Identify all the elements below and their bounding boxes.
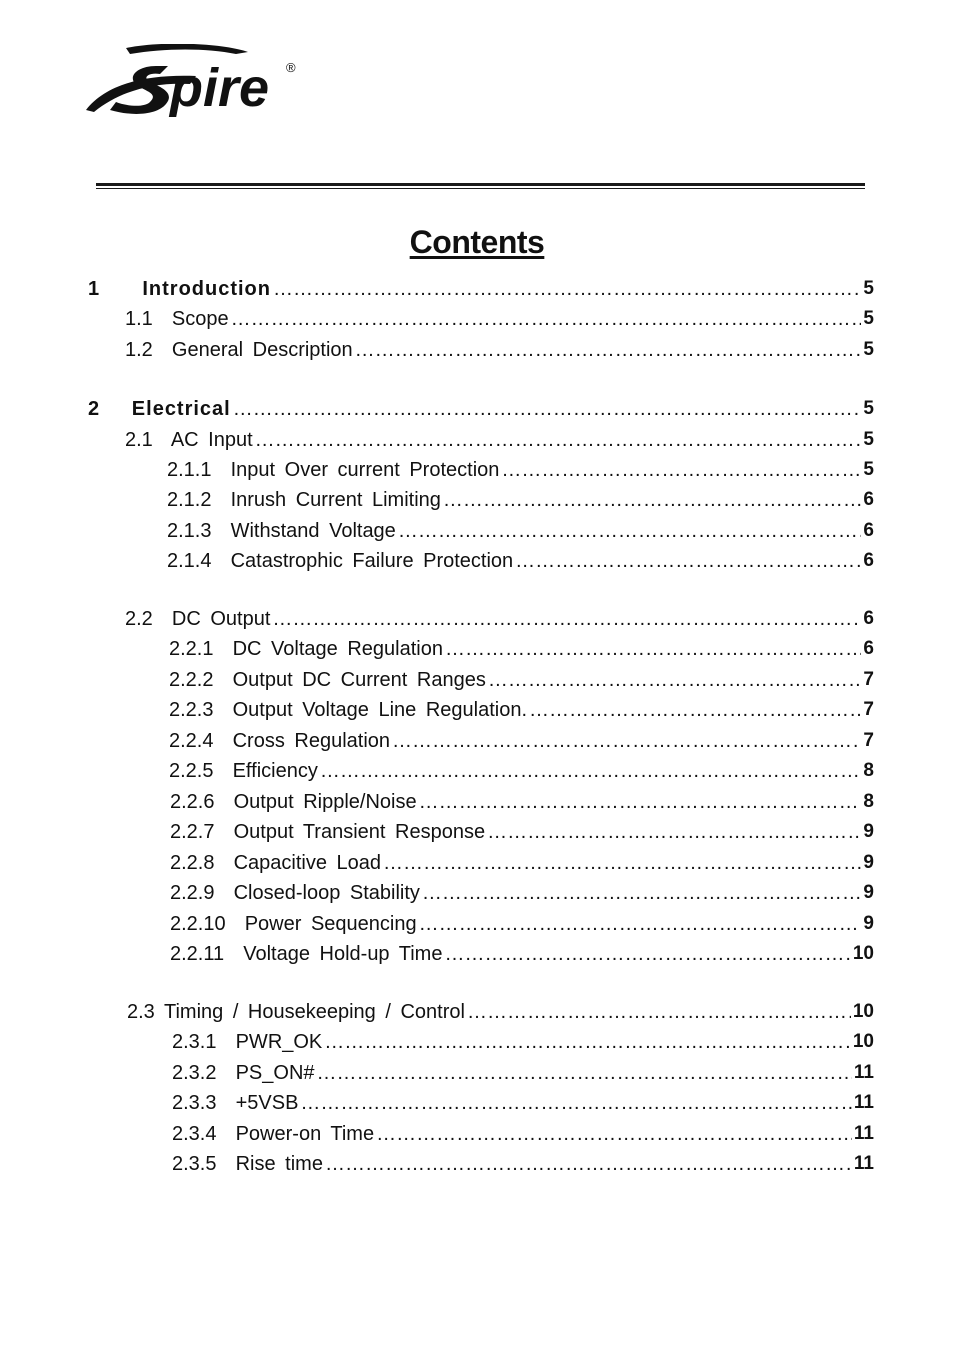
toc-page-number: 10 xyxy=(852,1001,874,1022)
toc-dot-leader xyxy=(317,1061,852,1085)
toc-page-number: 7 xyxy=(863,669,874,690)
toc-entry-label: 2.3.3 +5VSB xyxy=(172,1092,299,1114)
toc-entry[interactable] xyxy=(88,277,874,301)
toc-dot-leader xyxy=(529,698,861,722)
toc-page-number: 8 xyxy=(863,760,874,781)
toc-dot-leader xyxy=(444,942,850,966)
toc-entry-label: 2.2.9 Closed-loop Stability xyxy=(170,882,420,904)
header-rule-thick xyxy=(96,183,865,186)
header-rule-thin xyxy=(96,188,865,189)
toc-dot-leader xyxy=(273,277,861,301)
toc-dot-leader xyxy=(487,820,861,844)
toc-dot-leader xyxy=(255,428,862,452)
toc-entry[interactable] xyxy=(167,519,874,543)
toc-dot-leader xyxy=(398,519,862,543)
toc-page-number: 9 xyxy=(863,913,874,934)
toc-entry-label: 1 Introduction xyxy=(88,278,271,300)
toc-entry-label: 2.2.7 Output Transient Response xyxy=(170,821,486,843)
toc-entry-label: 2.3.5 Rise time xyxy=(172,1153,323,1175)
toc-entry-label: 1.2 General Description xyxy=(125,339,353,361)
toc-page-number: 10 xyxy=(852,943,874,964)
spire-logo xyxy=(86,44,300,130)
toc-entry[interactable] xyxy=(170,820,874,844)
toc-page-number: 5 xyxy=(863,429,874,450)
toc-entry-label: 2.2.6 Output Ripple/Noise xyxy=(170,791,417,813)
toc-entry[interactable] xyxy=(167,458,874,482)
toc-entry[interactable] xyxy=(170,790,874,814)
toc-entry[interactable] xyxy=(170,942,874,966)
page-title: Contents xyxy=(409,224,545,260)
toc-entry-label: 2.2.8 Capacitive Load xyxy=(170,852,382,874)
toc-page-number: 11 xyxy=(853,1062,874,1083)
toc-entry[interactable] xyxy=(170,851,874,875)
toc-page-number: 6 xyxy=(863,550,874,571)
toc-dot-leader xyxy=(324,1030,851,1054)
toc-entry[interactable] xyxy=(125,428,874,452)
toc-page-number: 11 xyxy=(853,1153,874,1174)
toc-entry-label: 2.1.1 Input Over current Protection xyxy=(167,459,500,481)
toc-entry-label: 2.2 DC Output xyxy=(125,608,271,630)
toc-page-number: 8 xyxy=(863,791,874,812)
toc-page-number: 11 xyxy=(853,1092,874,1113)
toc-entry[interactable] xyxy=(169,668,874,692)
registered-mark: ® xyxy=(286,60,296,75)
toc-dot-leader xyxy=(231,307,862,331)
toc-entry[interactable] xyxy=(88,397,874,421)
toc-entry[interactable] xyxy=(172,1091,874,1115)
toc-dot-leader xyxy=(501,458,861,482)
toc-dot-leader xyxy=(320,759,862,783)
toc-page-number: 6 xyxy=(863,489,874,510)
toc-entry[interactable] xyxy=(170,912,874,936)
toc-entry-label: 2.2.1 DC Voltage Regulation xyxy=(169,638,443,660)
toc-entry-label: 2.1 AC Input xyxy=(125,429,253,451)
toc-page-number: 6 xyxy=(863,638,874,659)
toc-entry[interactable] xyxy=(167,549,874,573)
toc-entry-label: 2.1.2 Inrush Current Limiting xyxy=(167,489,441,511)
toc-entry-label: 2.3.2 PS_ON# xyxy=(172,1062,315,1084)
toc-entry[interactable] xyxy=(169,698,874,722)
toc-entry-label: 2.2.5 Efficiency xyxy=(169,760,318,782)
toc-page-number: 6 xyxy=(863,520,874,541)
toc-page-number: 9 xyxy=(863,882,874,903)
toc-dot-leader xyxy=(422,881,862,905)
toc-page-number: 7 xyxy=(863,699,874,720)
toc-entry[interactable] xyxy=(169,637,874,661)
toc-entry[interactable] xyxy=(125,338,874,362)
toc-dot-leader xyxy=(325,1152,852,1176)
toc-page-number: 9 xyxy=(863,821,874,842)
toc-entry-label: 2.3.4 Power-on Time xyxy=(172,1123,375,1145)
toc-page-number: 5 xyxy=(863,398,874,419)
toc-entry[interactable] xyxy=(170,881,874,905)
toc-entry-label: 2 Electrical xyxy=(88,398,231,420)
toc-entry-label: 2.3 Timing / Housekeeping / Control xyxy=(127,1001,465,1023)
toc-dot-leader xyxy=(419,912,862,936)
toc-entry[interactable] xyxy=(125,607,874,631)
toc-page-number: 11 xyxy=(853,1123,874,1144)
toc-entry[interactable] xyxy=(125,307,874,331)
toc-page-number: 9 xyxy=(863,852,874,873)
toc-dot-leader xyxy=(300,1091,851,1115)
toc-page-number: 5 xyxy=(863,459,874,480)
toc-dot-leader xyxy=(233,397,862,421)
toc-dot-leader xyxy=(488,668,862,692)
toc-dot-leader xyxy=(515,549,861,573)
toc-entry[interactable] xyxy=(172,1061,874,1085)
toc-entry[interactable] xyxy=(172,1152,874,1176)
toc-entry-label: 1.1 Scope xyxy=(125,308,229,330)
toc-dot-leader xyxy=(419,790,862,814)
toc-page-number: 10 xyxy=(852,1031,874,1052)
toc-dot-leader xyxy=(355,338,862,362)
toc-entry-label: 2.2.4 Cross Regulation xyxy=(169,730,391,752)
toc-entry-label: 2.1.4 Catastrophic Failure Protection xyxy=(167,550,514,572)
toc-dot-leader xyxy=(383,851,861,875)
toc-page-number: 5 xyxy=(863,278,874,299)
toc-entry-label: 2.2.10 Power Sequencing xyxy=(170,913,417,935)
toc-entry[interactable] xyxy=(169,759,874,783)
toc-page-number: 7 xyxy=(863,730,874,751)
toc-entry[interactable] xyxy=(127,1000,874,1024)
toc-entry-label: 2.2.11 Voltage Hold-up Time xyxy=(170,943,443,965)
toc-dot-leader xyxy=(445,637,861,661)
toc-dot-leader xyxy=(392,729,861,753)
toc-entry[interactable] xyxy=(172,1122,874,1146)
toc-entry[interactable] xyxy=(167,488,874,512)
toc-entry-label: 2.3.1 PWR_OK xyxy=(172,1031,323,1053)
toc-entry-label: 2.1.3 Withstand Voltage xyxy=(167,520,396,542)
logo-wordmark: pire xyxy=(170,58,270,118)
toc-dot-leader xyxy=(272,607,861,631)
toc-page-number: 5 xyxy=(863,308,874,329)
toc-entry-label: 2.2.3 Output Voltage Line Regulation. xyxy=(169,699,528,721)
toc-dot-leader xyxy=(443,488,862,512)
toc-page-number: 6 xyxy=(863,608,874,629)
toc-entry[interactable] xyxy=(169,729,874,753)
toc-page-number: 5 xyxy=(863,339,874,360)
toc-dot-leader xyxy=(376,1122,852,1146)
toc-dot-leader xyxy=(467,1000,851,1024)
toc-entry-label: 2.2.2 Output DC Current Ranges xyxy=(169,669,486,691)
toc-entry[interactable] xyxy=(172,1030,874,1054)
